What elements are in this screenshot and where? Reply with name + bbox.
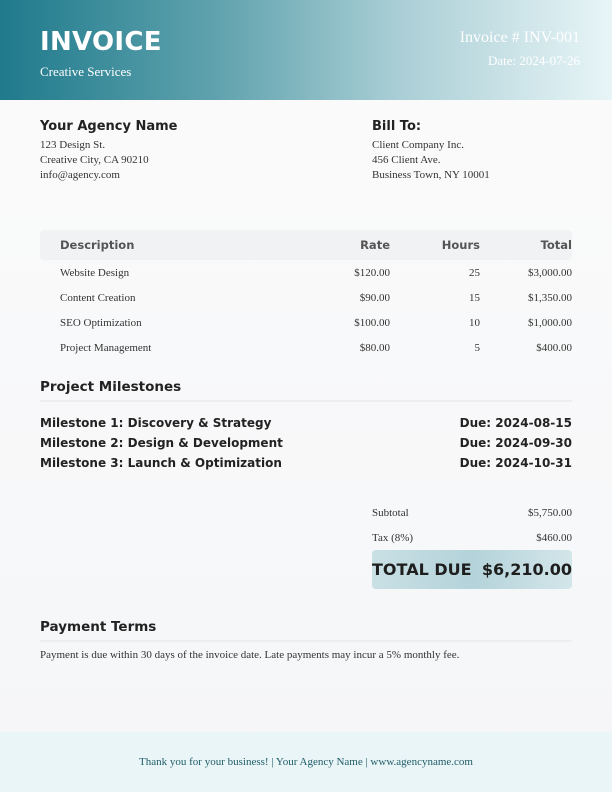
- item-hours: 5: [474, 341, 480, 354]
- item-hours: 10: [469, 316, 480, 329]
- milestone-name: Milestone 1: Discovery & Strategy: [40, 416, 272, 430]
- table-header-row: [40, 230, 572, 260]
- sender-address-line2: Creative City, CA 90210: [40, 154, 149, 166]
- item-rate: $80.00: [359, 341, 390, 354]
- table-row: [40, 310, 572, 335]
- tax-row: [372, 525, 572, 550]
- payment-terms-title: Payment Terms: [40, 619, 572, 642]
- item-total: $400.00: [536, 341, 572, 354]
- table-row: [40, 335, 572, 360]
- item-hours: 15: [469, 291, 480, 304]
- total-due-row: [372, 550, 572, 589]
- client-address-line2: Business Town, NY 10001: [372, 169, 490, 181]
- item-hours: 25: [469, 266, 480, 279]
- milestone-name: Milestone 3: Launch & Optimization: [40, 456, 282, 470]
- sender-address-line1: 123 Design St.: [40, 139, 106, 151]
- item-rate: $90.00: [359, 291, 390, 304]
- sender-block: [40, 119, 340, 183]
- sender-name: Your Agency Name: [40, 119, 178, 134]
- milestones-title: Project Milestones: [40, 379, 572, 402]
- tax-value: $460.00: [536, 531, 572, 544]
- invoice-header: [0, 0, 612, 100]
- item-total: $1,350.00: [528, 291, 572, 304]
- column-header-total: Total: [480, 230, 572, 260]
- item-rate: $100.00: [354, 316, 390, 329]
- totals-block: [372, 500, 572, 589]
- milestone-item: [40, 413, 572, 433]
- item-description: Content Creation: [60, 291, 136, 304]
- subtotal-row: [372, 500, 572, 525]
- payment-terms-text: Payment is due within 30 days of the invoice date. Late payments may incur a 5% monthly fee.: [40, 649, 460, 661]
- subtotal-label: Subtotal: [372, 506, 409, 519]
- invoice-subtitle: Creative Services: [40, 64, 132, 79]
- tax-label: Tax (8%): [372, 531, 414, 544]
- item-rate: $120.00: [354, 266, 390, 279]
- footer-text: Thank you for your business! | Your Agency Name | www.agencyname.com: [139, 756, 473, 768]
- item-description: SEO Optimization: [60, 316, 142, 329]
- invoice-date: Date: 2024-07-26: [487, 53, 580, 68]
- client-company: Client Company Inc.: [372, 139, 464, 151]
- milestone-due: Due: 2024-10-31: [459, 456, 572, 470]
- milestone-due: Due: 2024-08-15: [459, 416, 572, 430]
- total-due-value: $6,210.00: [481, 560, 572, 579]
- item-total: $1,000.00: [528, 316, 572, 329]
- item-description: Project Management: [60, 341, 152, 354]
- milestone-item: [40, 433, 572, 453]
- column-header-rate: Rate: [290, 230, 390, 260]
- item-total: $3,000.00: [528, 266, 572, 279]
- invoice-title: INVOICE: [40, 27, 162, 57]
- line-items-table: [40, 230, 572, 360]
- milestone-due: Due: 2024-09-30: [459, 436, 572, 450]
- client-address-line1: 456 Client Ave.: [372, 154, 441, 166]
- column-header-hours: Hours: [390, 230, 480, 260]
- total-due-label: TOTAL DUE: [372, 560, 472, 579]
- table-row: [40, 285, 572, 310]
- milestone-item: [40, 453, 572, 473]
- subtotal-value: $5,750.00: [528, 506, 572, 519]
- milestones-list: [40, 413, 572, 473]
- item-description: Website Design: [60, 266, 130, 279]
- invoice-footer: [0, 732, 612, 792]
- bill-to-label: Bill To:: [372, 119, 422, 134]
- table-row: [40, 260, 572, 285]
- bill-to-block: [372, 119, 592, 183]
- column-header-description: Description: [40, 230, 290, 260]
- sender-email: info@agency.com: [40, 169, 120, 181]
- milestone-name: Milestone 2: Design & Development: [40, 436, 283, 450]
- invoice-number: Invoice # INV-001: [459, 29, 580, 46]
